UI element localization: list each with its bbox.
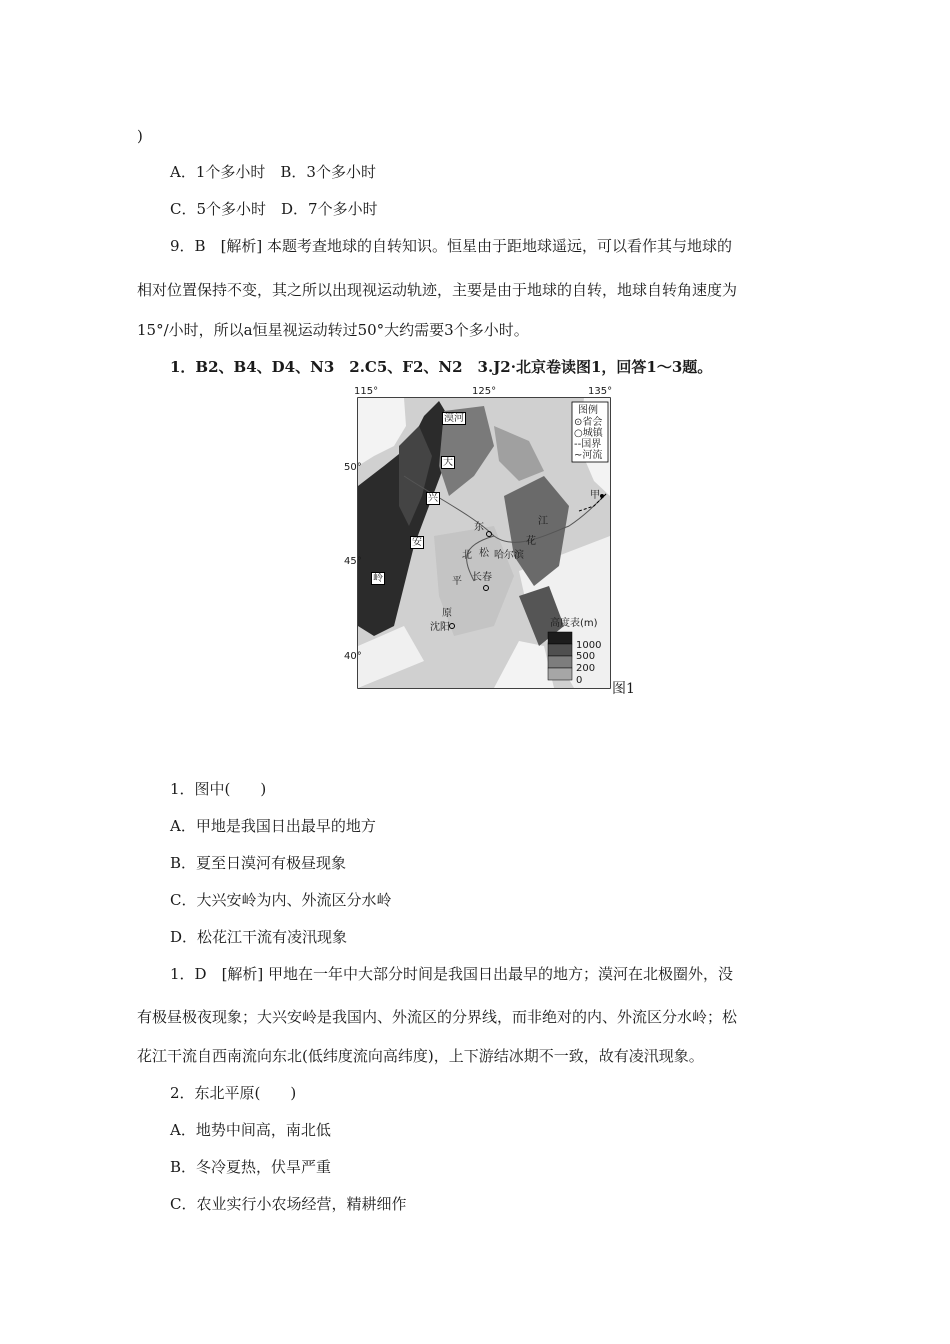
place-label: 东 — [474, 522, 484, 533]
place-label: 大 — [443, 457, 453, 468]
lat-label: 50° — [344, 462, 362, 473]
option-line: A．1个多小时 B．3个多小时 — [170, 163, 376, 181]
legend-item: ○城镇 — [574, 428, 603, 439]
text-line: 9．B [解析] 本题考查地球的自转知识。恒星由于距地球遥远，可以看作其与地球的 — [170, 237, 733, 255]
text-line: 花江干流自西南流向东北(低纬度流向高纬度)，上下游结冰期不一致，故有凌汛现象。 — [137, 1047, 704, 1065]
place-label: 松 — [479, 548, 489, 559]
lon-label: 125° — [472, 386, 497, 397]
place-label: 北 — [462, 550, 472, 561]
elevation-tick: 500 — [576, 651, 596, 662]
place-label: 花 — [526, 536, 536, 547]
elevation-tick: 1000 — [576, 640, 602, 651]
legend-item: --国界 — [574, 439, 602, 450]
option-line: C．大兴安岭为内、外流区分水岭 — [170, 891, 392, 909]
place-label: 沈阳 — [430, 622, 450, 633]
option-line: A．地势中间高，南北低 — [170, 1121, 331, 1139]
elevation-tick: 0 — [576, 675, 583, 686]
text-line: 15°/小时，所以a恒星视运动转过50°大约需要3个多小时。 — [137, 321, 529, 339]
map-figure — [344, 386, 644, 696]
option-line: A．甲地是我国日出最早的地方 — [170, 817, 376, 835]
lat-label: 40° — [344, 651, 362, 662]
place-label: 漠河 — [444, 413, 464, 424]
place-label: 原 — [442, 608, 452, 619]
place-label: 哈尔滨 — [494, 550, 524, 561]
question-line: 2．东北平原( ) — [170, 1084, 297, 1102]
elevation-title: 高度表(m) — [550, 618, 598, 629]
text-line: 有极昼极夜现象；大兴安岭是我国内、外流区的分界线，而非绝对的内、外流区分水岭；松 — [137, 1008, 738, 1026]
text-line: 1．D [解析] 甲地在一年中大部分时间是我国日出最早的地方；漠河在北极圈外，没 — [170, 965, 734, 983]
lon-label: 135° — [588, 386, 613, 397]
legend-item: ⊙省会 — [574, 417, 603, 428]
place-label: 岭 — [373, 573, 383, 584]
lat-label: 45° — [344, 556, 362, 567]
place-label: 兴 — [428, 493, 438, 504]
option-line: B．冬冷夏热，伏旱严重 — [170, 1158, 332, 1176]
option-line: C．5个多小时 D．7个多小时 — [170, 200, 378, 218]
place-label: 甲 — [590, 490, 600, 501]
question-line: 1．图中( ) — [170, 780, 267, 798]
place-label: 平 — [452, 576, 462, 587]
legend-item: ~河流 — [574, 450, 603, 461]
place-label: 长春 — [472, 572, 492, 583]
figure-caption: 图1 — [612, 681, 635, 697]
option-line: C．农业实行小农场经营，精耕细作 — [170, 1195, 407, 1213]
legend-title: 图例 — [578, 405, 598, 416]
question-heading: 1．B2、B4、D4、N3 2.C5、F2、N2 3.J2·北京卷读图1，回答1～3题。 — [170, 358, 713, 376]
text-line: 相对位置保持不变，其之所以出现视运动轨迹，主要是由于地球的自转，地球自转角速度为 — [137, 281, 738, 299]
option-line: B．夏至日漠河有极昼现象 — [170, 854, 347, 872]
place-label: 江 — [538, 516, 548, 527]
option-line: D．松花江干流有凌汛现象 — [170, 928, 348, 946]
elevation-tick: 200 — [576, 663, 596, 674]
text-line: ) — [137, 127, 143, 145]
lon-label: 115° — [354, 386, 379, 397]
place-label: 安 — [412, 537, 422, 548]
